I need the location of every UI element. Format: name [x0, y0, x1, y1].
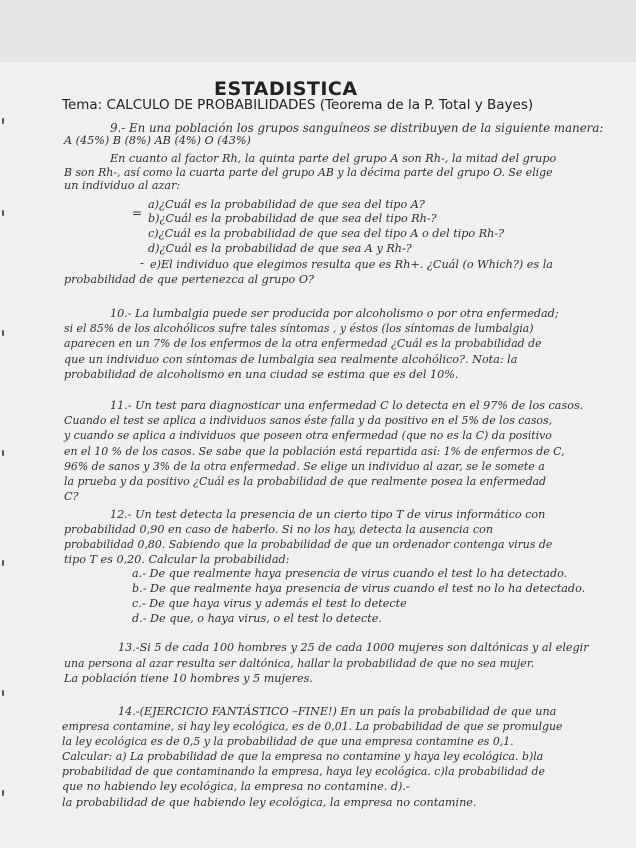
text-line: c.- De que haya virus y además el test lo detecte [132, 597, 407, 610]
text-line: probabilidad de alcoholismo en una ciudad se estima que es del 10%. [64, 368, 459, 381]
margin-mark [2, 118, 4, 124]
margin-mark [2, 330, 4, 336]
text-line: la ley ecológica es de 0,5 y la probabilidad de que una empresa contamine es 0,1. [62, 735, 514, 748]
text-line: probabilidad de que contaminando la empresa, haya ley ecológica. c)la probabilidad de [62, 765, 545, 778]
text-line: en el 10 % de los casos. Se sabe que la población está repartida así: 1% de enfermos de C, [64, 445, 565, 458]
text-line: empresa contamine, si hay ley ecológica, es de 0,01. La probabilidad de que se promulgue [62, 720, 563, 733]
text-line: B son Rh-, así como la cuarta parte del grupo AB y la décima parte del grupo O. Se elige [64, 166, 553, 179]
text-line: C? [64, 490, 79, 503]
text-line: y cuando se aplica a individuos que poseen otra enfermedad (que no es la C) da positivo [64, 429, 552, 442]
text-line: probabilidad 0,90 en caso de haberlo. Si no los hay, detecta la ausencia con [64, 523, 494, 536]
text-line: 12.- Un test detecta la presencia de un cierto tipo T de virus informático con [110, 508, 546, 521]
text-line: d)¿Cuál es la probabilidad de que sea A y Rh-? [148, 242, 412, 255]
text-line: tipo T es 0,20. Calcular la probabilidad: [64, 553, 290, 566]
text-line: la probabilidad de que habiendo ley ecológica, la empresa no contamine. [62, 796, 477, 809]
text-line: probabilidad 0,80. Sabiendo que la probabilidad de que un ordenador contenga virus de [64, 538, 553, 551]
text-line: si el 85% de los alcohólicos sufre tales síntomas , y éstos (los síntomas de lumbalgia) [64, 322, 534, 335]
text-line: 13.-Si 5 de cada 100 hombres y 25 de cada 1000 mujeres son daltónicas y al elegir [118, 641, 589, 654]
text-line: b)¿Cuál es la probabilidad de que sea del tipo Rh-? [148, 212, 437, 225]
text-line: La población tiene 10 hombres y 5 mujeres. [64, 672, 313, 685]
text-line: c)¿Cuál es la probabilidad de que sea del tipo A o del tipo Rh-? [148, 227, 505, 240]
page-subtitle: Tema: CALCULO DE PROBABILIDADES (Teorema de la P. Total y Bayes) [62, 97, 534, 113]
text-line: a.- De que realmente haya presencia de virus cuando el test lo ha detectado. [132, 567, 568, 580]
margin-mark [2, 450, 4, 456]
text-line: una persona al azar resulta ser daltónica, hallar la probabilidad de que no sea mujer. [64, 657, 535, 670]
pen-mark: = [132, 206, 143, 220]
text-line: A (45%) B (8%) AB (4%) O (43%) [64, 134, 251, 147]
text-line: 11.- Un test para diagnosticar una enfermedad C lo detecta en el 97% de los casos. [110, 399, 584, 412]
margin-mark [2, 210, 4, 216]
text-line: 10.- La lumbalgia puede ser producida por alcoholismo o por otra enfermedad; [110, 307, 559, 320]
text-line: b.- De que realmente haya presencia de virus cuando el test no lo ha detectado. [132, 582, 586, 595]
text-line: un individuo al azar: [64, 179, 181, 192]
top-margin [0, 0, 636, 62]
margin-mark [2, 560, 4, 566]
text-line: e)El individuo que elegimos resulta que es Rh+. ¿Cuál (o Which?) es la [150, 258, 553, 271]
text-line: que un individuo con síntomas de lumbalgia sea realmente alcohólico?. Nota: la [64, 353, 518, 366]
text-line: la prueba y da positivo ¿Cuál es la probabilidad de que realmente posea la enfermedad [64, 475, 547, 488]
text-line: d.- De que, o haya virus, o el test lo detecte. [132, 612, 382, 625]
text-line: 14.-(EJERCICIO FANTÁSTICO –FINE!) En un país la probabilidad de que una [118, 705, 557, 718]
pen-mark: - [140, 256, 145, 270]
text-line: En cuanto al factor Rh, la quinta parte del grupo A son Rh-, la mitad del grupo [110, 152, 557, 165]
text-line: 96% de sanos y 3% de la otra enfermedad. Se elige un individuo al azar, se le somete a [64, 460, 545, 473]
page-title: ESTADISTICA [214, 78, 358, 100]
text-line: aparecen en un 7% de los enfermos de la otra enfermedad ¿Cuál es la probabilidad de [64, 337, 542, 350]
text-line: Calcular: a) La probabilidad de que la empresa no contamine y haya ley ecológica. b)la [62, 750, 544, 763]
text-line: Cuando el test se aplica a individuos sanos éste falla y da positivo en el 5% de los casos, [64, 414, 553, 427]
margin-mark [2, 690, 4, 696]
margin-mark [2, 790, 4, 796]
text-line: probabilidad de que pertenezca al grupo O? [64, 273, 315, 286]
text-line: que no habiendo ley ecológica, la empresa no contamine. d).- [62, 780, 410, 793]
text-line: a)¿Cuál es la probabilidad de que sea del tipo A? [148, 198, 425, 211]
text-line: 9.- En una población los grupos sanguíneos se distribuyen de la siguiente manera: [110, 121, 604, 135]
